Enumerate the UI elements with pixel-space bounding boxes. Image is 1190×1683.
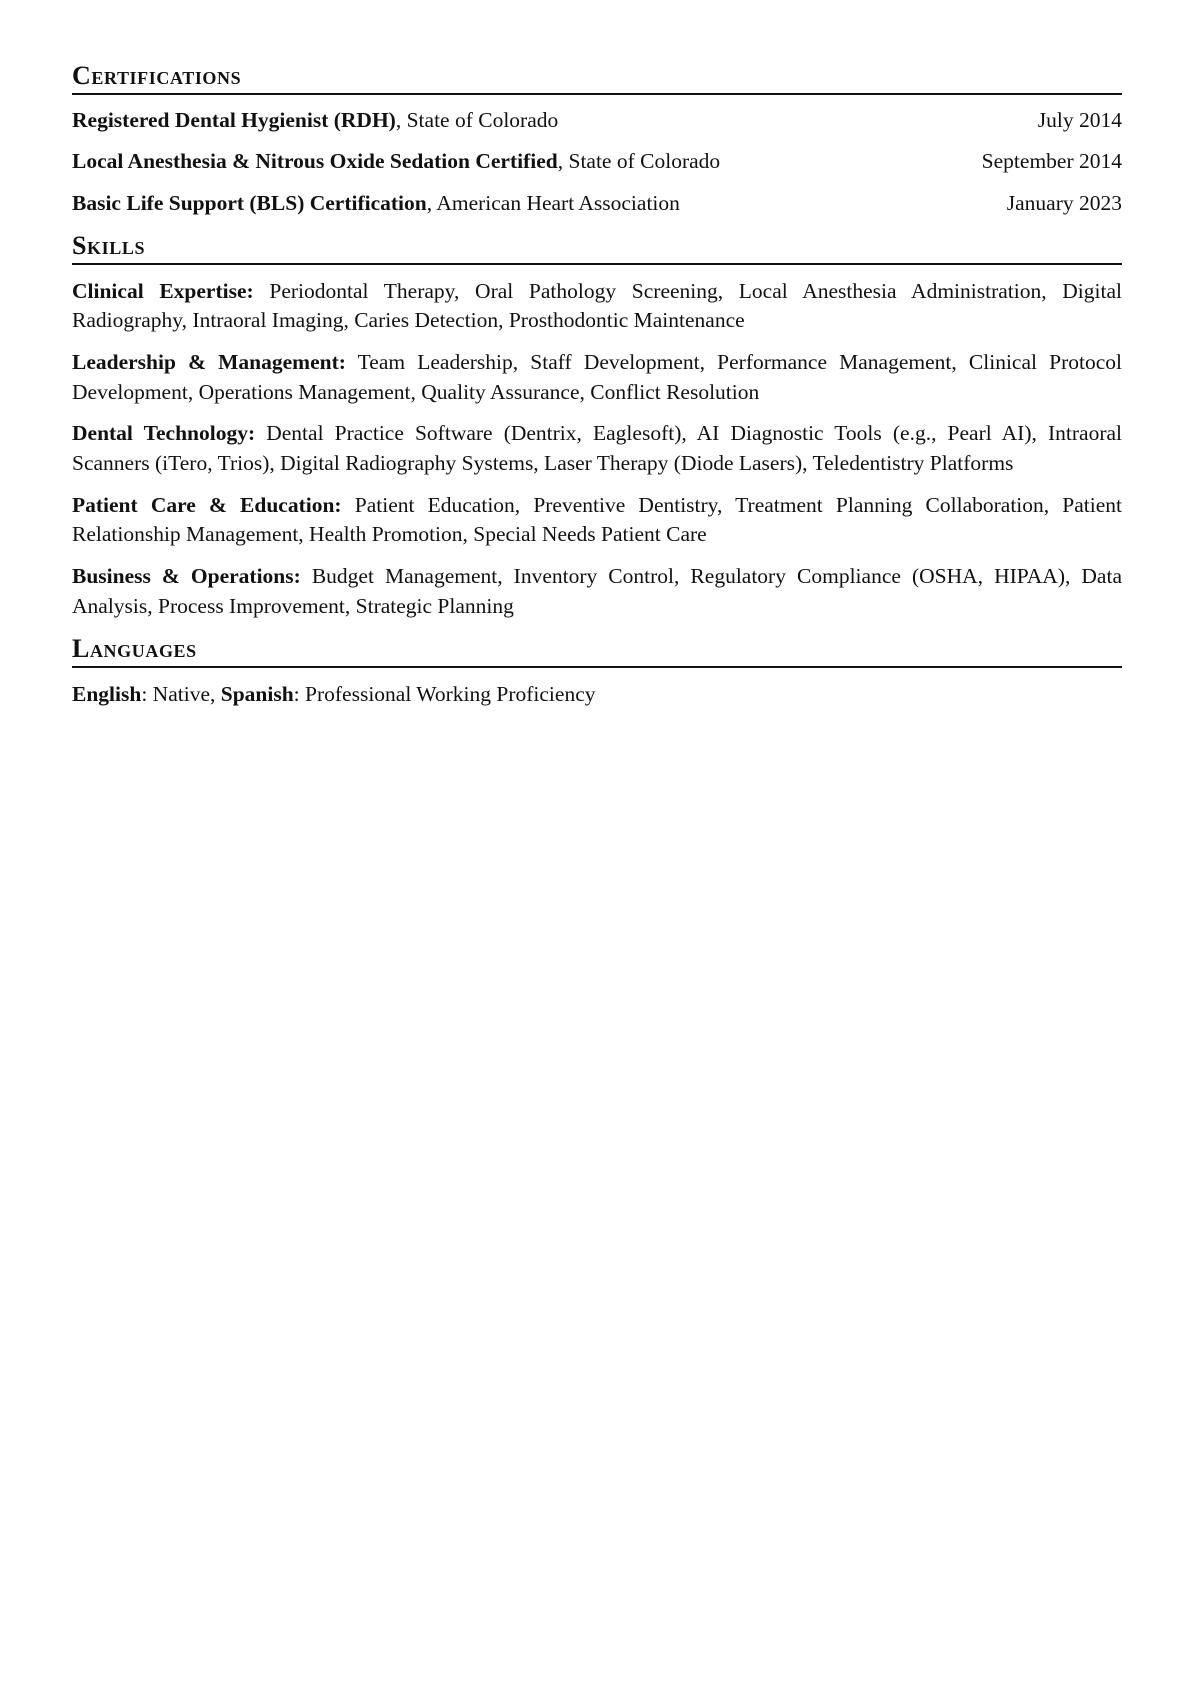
skill-group [72, 562, 1122, 621]
certification-item [72, 190, 1122, 217]
skill-list: Periodontal Therapy, Oral Pathology Screening, Local Anesthesia Administration, Digital Radiography, Intraoral Imaging, Caries Detection, Prosthodontic Maintenance [72, 278, 1122, 333]
skill-list: Team Leadership, Staff Development, Performance Management, Clinical Protocol Development, Operations Management, Quality Assurance, Conflict Resolution [72, 350, 1122, 404]
certification-item [72, 148, 1122, 175]
skill-group [72, 348, 1122, 407]
skill-category: Business & Operations: [72, 564, 301, 589]
certification-date: July 2014 [1037, 107, 1122, 132]
skill-list: Budget Management, Inventory Control, Regulatory Compliance (OSHA, HIPAA), Data Analysis, Process Improvement, Strategic Planning [72, 564, 1122, 618]
certification-description [72, 148, 720, 175]
certification-date: January 2023 [1006, 191, 1122, 216]
skill-group [72, 277, 1122, 336]
skill-group [72, 491, 1122, 550]
languages-line [72, 680, 1122, 710]
skills-heading: Skills [72, 232, 1122, 265]
certification-issuer: , State of Colorado [395, 107, 559, 132]
languages-heading: Languages [72, 635, 1122, 668]
skill-group [72, 419, 1122, 478]
certification-description [72, 190, 680, 217]
certification-title: Basic Life Support (BLS) Certification [72, 191, 427, 216]
skill-list: Dental Practice Software (Dentrix, Eaglesoft), AI Diagnostic Tools (e.g., Pearl AI), Intraoral Scanners (iTero, Trios), Digital Radiography Systems, Laser Therapy (Diode Lasers), Teledentistry Platforms [72, 421, 1122, 476]
language-name: English [72, 681, 142, 706]
skill-list: Patient Education, Preventive Dentistry, Treatment Planning Collaboration, Patient Relationship Management, Health Promotion, Special Needs Patient Care [72, 492, 1123, 547]
skills-section [72, 232, 1122, 621]
resume-page [72, 62, 1122, 724]
skill-category: Clinical Expertise: [72, 278, 254, 303]
certification-description [72, 107, 558, 134]
language-level: : Professional Working Proficiency [293, 681, 596, 706]
skill-category: Dental Technology: [72, 421, 256, 446]
certification-title: Registered Dental Hygienist (RDH) [72, 107, 396, 132]
skill-category: Patient Care & Education: [72, 492, 342, 517]
certification-title: Local Anesthesia & Nitrous Oxide Sedation Certified [72, 149, 558, 174]
certification-issuer: , State of Colorado [557, 149, 721, 174]
certifications-section [72, 62, 1122, 217]
skill-category: Leadership & Management: [72, 350, 346, 375]
language-level: : Native, [141, 681, 221, 706]
certification-date: September 2014 [981, 149, 1122, 174]
certification-issuer: , American Heart Association [426, 191, 680, 216]
language-name: Spanish [220, 681, 294, 706]
certification-item [72, 107, 1122, 134]
languages-section [72, 635, 1122, 709]
certifications-heading: Certifications [72, 62, 1122, 95]
